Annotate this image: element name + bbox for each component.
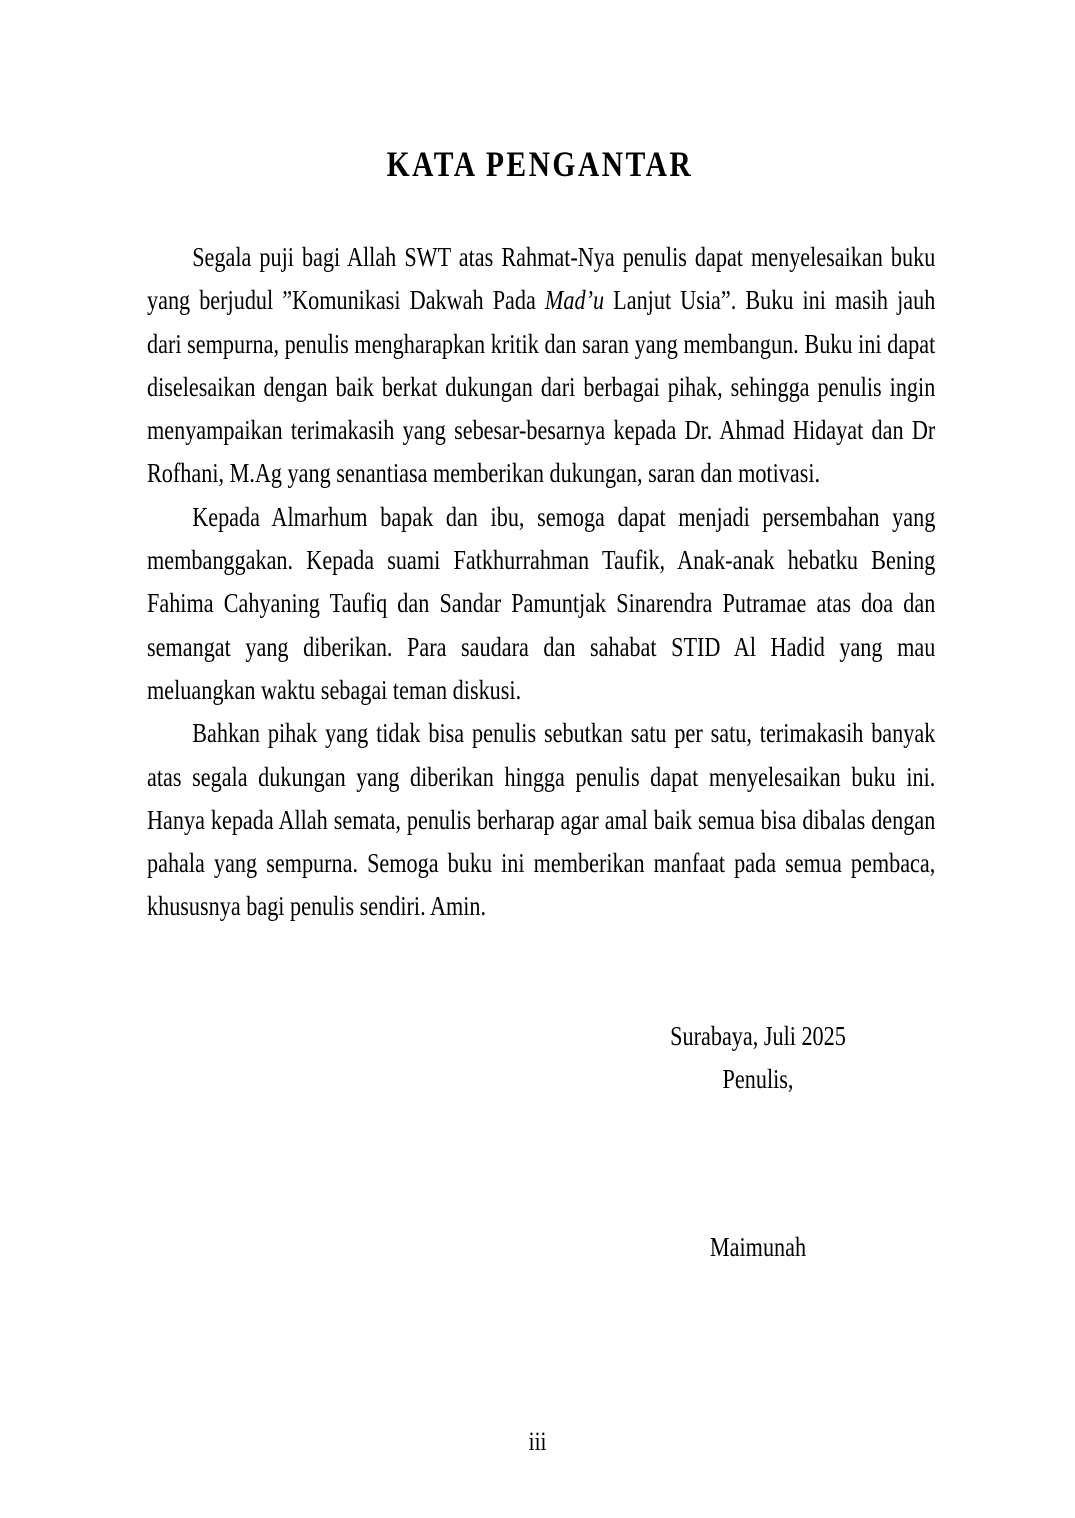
body-text bbox=[147, 236, 935, 929]
page-title: KATA PENGANTAR bbox=[386, 144, 694, 184]
paragraph-1 bbox=[147, 236, 935, 496]
paragraph-2: Kepada Almarhum bapak dan ibu, semoga dapat menjadi persembahan yang membanggakan. Kepada suami Fatkhurrahman Taufik, Anak-anak hebatku Bening Fahima Cahyaning Taufiq dan Sandar Pamuntjak Sinarendra Putramae atas doa dan semangat yang diberikan. Para saudara dan sahabat STID Al Hadid yang mau meluangkan waktu sebagai teman diskusi. bbox=[147, 501, 936, 705]
paragraph-1-text-continued: Lanjut Usia”. Buku ini masih jauh dari sempurna, penulis mengharapkan kritik dan saran yang membangun. Buku ini dapat diselesaikan dengan baik berkat dukungan dari berbagai pihak, sehingga penulis ingin menyampaikan terimakasih yang sebesar-besarnya kepada Dr. Ahmad Hidayat dan Dr Rofhani, M.Ag yang senantiasa memberikan dukungan, saran dan motivasi. bbox=[147, 285, 936, 489]
page-number: iii bbox=[528, 1427, 547, 1456]
paragraph-1-italic-term: Mad’u bbox=[544, 285, 605, 316]
signature-place-date: Surabaya, Juli 2025 bbox=[670, 1021, 846, 1051]
signature-role: Penulis, bbox=[722, 1064, 794, 1095]
paragraph-3: Bahkan pihak yang tidak bisa penulis sebutkan satu per satu, terimakasih banyak atas segala dukungan yang diberikan hingga penulis dapat menyelesaikan buku ini. Hanya kepada Allah semata, penulis berharap agar amal baik semua bisa dibalas dengan pahala yang sempurna. Semoga buku ini memberikan manfaat pada semua pembaca, khususnya bagi penulis sendiri. Amin. bbox=[147, 718, 936, 922]
signature-block bbox=[548, 1015, 968, 1102]
paragraph-1-text: Segala puji bagi Allah SWT atas Rahmat-Nya penulis dapat menyelesaikan buku yang berjudul ”Komunikasi Dakwah Pada bbox=[147, 242, 936, 316]
author-name: Maimunah bbox=[709, 1232, 807, 1262]
